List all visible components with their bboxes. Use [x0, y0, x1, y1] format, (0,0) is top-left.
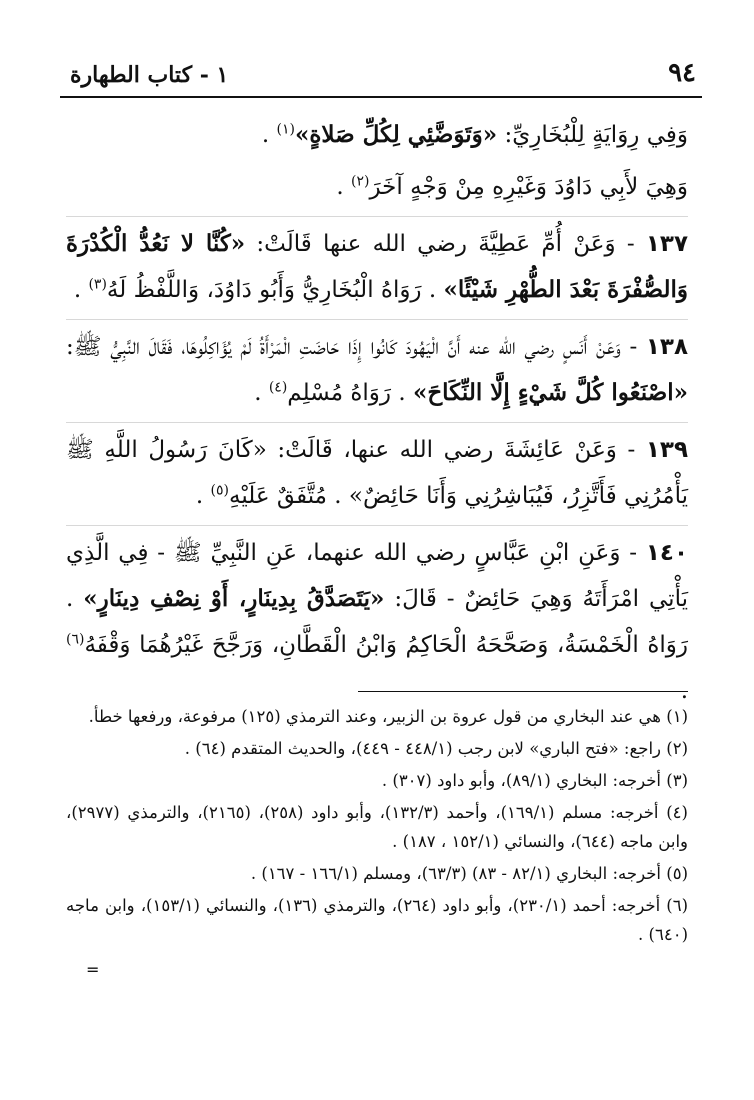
footnote: (٣) أخرجه: البخاري (٨٩/١)، وأبو داود (٣٠٧) . [381, 771, 688, 790]
footnote-ref: (٢) [350, 173, 370, 190]
page-header [60, 56, 702, 96]
footnote-ref: (٣) [88, 276, 107, 293]
text: . رَوَاهُ مُسْلِم [287, 380, 413, 406]
text: . [336, 174, 351, 200]
text: . [195, 483, 211, 509]
footnote: (١) هي عند البخاري من قول عروة بن الزبير، وعند الترمذي (١٢٥) مرفوعة، ورفعها خطأ. [88, 707, 688, 726]
footnote: (٤) أخرجه: مسلم (١٦٩/١)، وأحمد (١٣٢/٣)، وأبو داود (٢٥٨)، (٢١٦٥)، والترمذي (٢٩٧٧)، وابن ماجه (٦٤٤)، والنسائي (١٥٢/١ ، ١٨٧) . [66, 803, 688, 851]
footnote-ref: (٥) [210, 482, 229, 499]
text: - وَعَنِ ابْنِ عَبَّاسٍ رضي الله عنهما، عَنِ النَّبِيِّ ﷺ - فِي الَّذِي يَأْتِي امْرَأَتَهُ وَهِيَ حَائِضٌ - قَالَ: [66, 540, 688, 612]
hadith-137 [66, 216, 688, 313]
text: وَهِيَ لأَبِي دَاوُدَ وَغَيْرِهِ مِنْ وَجْهٍ آخَرَ [369, 174, 688, 200]
footnote: (٢) راجع: «فتح الباري» لابن رجب (٤٤٨/١ - ٤٤٩)، والحديث المتقدم (٦٤) . [184, 739, 688, 758]
hadith-quote: «كُنَّا لا نَعُدُّ الْكُدْرَةَ وَالصُّفْرَةَ بَعْدَ الطُّهْرِ شَيْئًا» [66, 230, 688, 303]
text: . [680, 678, 688, 704]
text: - وَعَنْ عَائِشَةَ رضي الله عنها، قَالَتْ: «كَانَ رَسُولُ اللَّهِ ﷺ يَأْمُرُنِي فَأَتَّزِرُ، فَيُبَاشِرُنِي وَأَنَا حَائِضٌ» . مُتَّفَقٌ عَلَيْهِ [66, 437, 688, 509]
continuation-mark: = [86, 960, 100, 979]
hadith-quote: «يَتَصَدَّقُ بِدِينَارٍ، أَوْ نِصْفِ دِينَارٍ» [83, 585, 385, 612]
text: . [73, 277, 89, 303]
paragraph-abu-dawud [66, 164, 688, 210]
footnote-ref: (٤) [268, 379, 288, 396]
footnote-ref: (٦) [66, 631, 85, 648]
hadith-number: ١٣٨ [645, 334, 688, 360]
footnotes [66, 702, 688, 952]
hadith-quote: «اصْنَعُوا كُلَّ شَيْءٍ إِلَّا النِّكَاحَ» [412, 379, 688, 406]
footnote-ref: (١) [276, 121, 295, 138]
text: . [254, 380, 269, 406]
hadith-140 [66, 525, 688, 714]
text: . [261, 122, 277, 148]
main-text [66, 112, 688, 720]
text: . رَوَاهُ الْبُخَارِيُّ وَأَبُو دَاوُدَ، وَاللَّفْظُ لَهُ [106, 277, 444, 303]
running-title: ١ - كتاب الطهارة [70, 62, 229, 88]
text: - وَعَنْ أَنَسٍ رضي الله عنه أَنَّ الْيَهُودَ كَانُوا إِذَا حَاضَتِ الْمَرْأَةُ لَمْ يُؤَاكِلُوهَا، فَقَالَ النَّبِيُّ ﷺ: [66, 334, 646, 360]
paragraph-riwaya-bukhari [66, 112, 688, 158]
hadith-number: ١٣٩ [645, 437, 688, 463]
text: وَفِي رِوَايَةٍ لِلْبُخَارِيِّ: [497, 122, 688, 148]
footnote: (٥) أخرجه: البخاري (٨٢/١ - ٨٣) (٦٣/٣)، ومسلم (١٦٦/١ - ١٦٧) . [250, 864, 688, 883]
prophetic-quote: «وَتَوَضَّئِي لِكُلِّ صَلاةٍ» [294, 121, 498, 148]
text: - وَعَنْ أُمِّ عَطِيَّةَ رضي الله عنها قَالَتْ: [245, 231, 646, 257]
hadith-139 [66, 422, 688, 519]
header-rule [60, 96, 702, 98]
hadith-number: ١٤٠ [645, 540, 688, 566]
hadith-number: ١٣٧ [645, 231, 689, 257]
text: . رَوَاهُ الْخَمْسَةُ، وَصَحَّحَهُ الْحَاكِمُ وَابْنُ الْقَطَّانِ، وَرَجَّحَ غَيْرُهُمَا وَقْفَهُ [66, 586, 688, 658]
hadith-138 [66, 319, 688, 416]
footnote: (٦) أخرجه: أحمد (٢٣٠/١)، وأبو داود (٢٦٤)، والترمذي (١٣٦)، والنسائي (١٥٣/١)، وابن ماجه (٦٤٠) . [66, 896, 688, 944]
footnote-separator [358, 691, 688, 692]
page-number: ٩٤ [668, 58, 696, 88]
